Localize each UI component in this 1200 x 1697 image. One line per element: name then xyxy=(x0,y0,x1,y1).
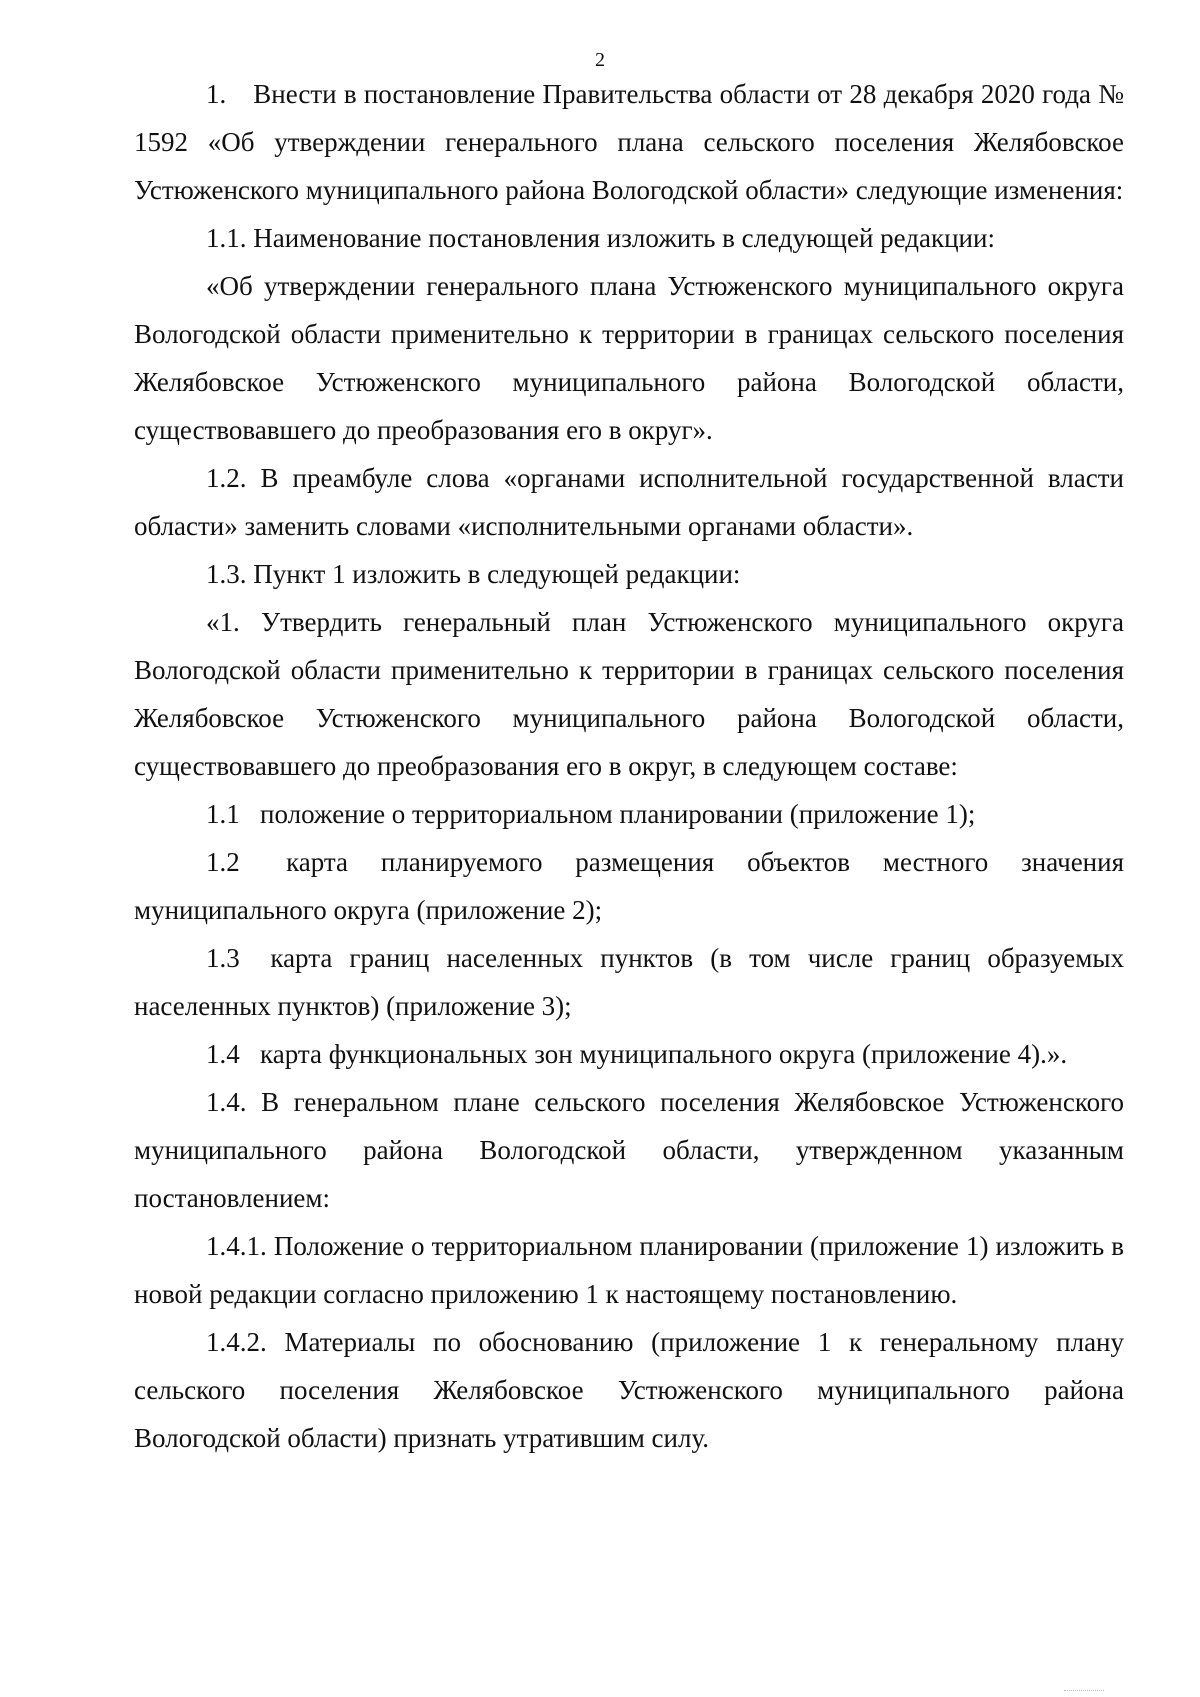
list-item-1-4: 1.4 карта функциональных зон муниципального округа (приложение 4).». xyxy=(206,1039,1068,1069)
page-number: 2 xyxy=(595,49,605,71)
paragraph-1-4-1: 1.4.1. Положение о территориальном планировании (приложение 1) изложить в новой редакции согласно приложению 1 к настоящему постановлению. xyxy=(134,1231,1124,1309)
list-item-1-3: 1.3 карта границ населенных пунктов (в том числе границ образуемых населенных пунктов) (приложение 3); xyxy=(134,943,1124,1021)
paragraph-1: 1. Внести в постановление Правительства области от 28 декабря 2020 года № 1592 «Об утверждении генерального плана сельского поселения Желябовское Устюженского муниципального района Вологодской области» следующие изменения: xyxy=(134,79,1124,205)
paragraph-1-1: 1.1. Наименование постановления изложить в следующей редакции: xyxy=(206,223,995,253)
list-item-1-1: 1.1 положение о территориальном планировании (приложение 1); xyxy=(206,799,976,829)
paragraph-1-4: 1.4. В генеральном плане сельского поселения Желябовское Устюженского муниципального района Вологодской области, утвержденном указанным постановлением: xyxy=(134,1087,1124,1213)
scan-artifact xyxy=(1064,1690,1104,1697)
document-body xyxy=(134,70,1124,1462)
paragraph-new-point-1: «1. Утвердить генеральный план Устюженского муниципального округа Вологодской области применительно к территории в границах сельского поселения Желябовское Устюженского муниципального района Вологодской области, существовавшего до преобразования его в округ, в следующем составе: xyxy=(134,607,1124,781)
paragraph-new-title: «Об утверждении генерального плана Устюженского муниципального округа Вологодской области применительно к территории в границах сельского поселения Желябовское Устюженского муниципального района Вологодской области, существовавшего до преобразования его в округ». xyxy=(134,271,1124,445)
list-item-1-2: 1.2 карта планируемого размещения объектов местного значения муниципального округа (приложение 2); xyxy=(134,847,1124,925)
paragraph-1-3: 1.3. Пункт 1 изложить в следующей редакции: xyxy=(206,559,741,589)
paragraph-1-4-2: 1.4.2. Материалы по обоснованию (приложение 1 к генеральному плану сельского поселения Желябовское Устюженского муниципального района Вологодской области) признать утратившим силу. xyxy=(134,1327,1124,1453)
paragraph-1-2: 1.2. В преамбуле слова «органами исполнительной государственной власти области» заменить словами «исполнительными органами области». xyxy=(134,463,1124,541)
